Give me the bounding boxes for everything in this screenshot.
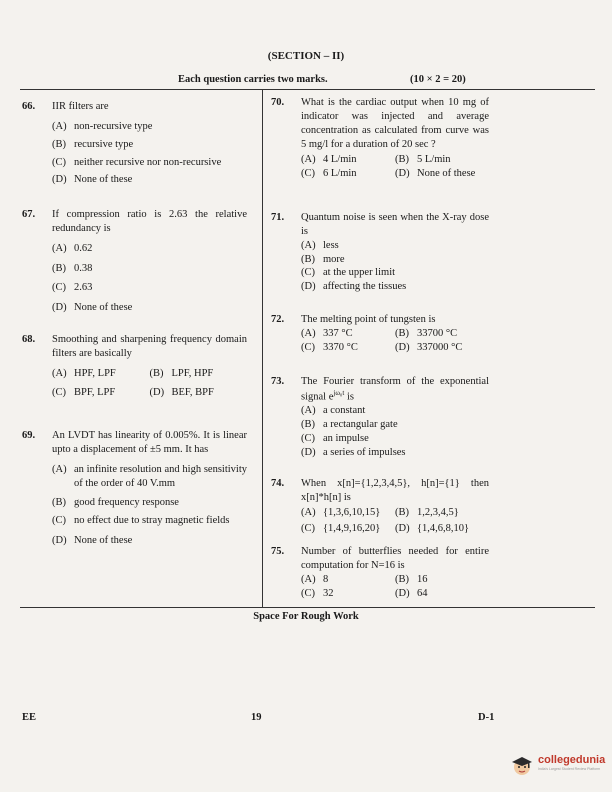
option-c[interactable]: (C) 32 bbox=[301, 587, 334, 599]
option-d[interactable]: (D) None of these bbox=[395, 168, 476, 180]
logo-wordmark: collegedunia bbox=[538, 754, 606, 766]
option-c[interactable]: (C) BPF, LPF bbox=[52, 386, 116, 398]
option-d[interactable]: (D) 337000 °C bbox=[395, 341, 463, 353]
bottom-rule bbox=[20, 607, 595, 608]
page-number: 19 bbox=[251, 712, 262, 723]
option-d[interactable]: (D) 64 bbox=[395, 587, 428, 599]
question-74 bbox=[271, 477, 489, 535]
option-b[interactable]: (B) good frequency response bbox=[52, 497, 179, 509]
question-text: If compression ratio is 2.63 the relative redundancy is bbox=[52, 209, 247, 234]
option-a[interactable]: (A) HPF, LPF bbox=[52, 367, 116, 379]
option-c[interactable]: (C) 2.63 bbox=[52, 282, 93, 294]
option-b[interactable]: (B) 1,2,3,4,5} bbox=[395, 506, 459, 518]
option-a[interactable]: (A) an infinite resolution and high sensitivity of the order of 40 V.mm bbox=[52, 463, 247, 489]
option-d[interactable]: (D) None of these bbox=[52, 535, 133, 547]
question-number: 72. bbox=[271, 314, 285, 325]
question-72 bbox=[271, 313, 489, 355]
option-d[interactable]: (D) affecting the tissues bbox=[301, 281, 407, 293]
option-b[interactable]: (B) recursive type bbox=[52, 138, 134, 150]
option-a[interactable]: (A) 4 L/min bbox=[301, 154, 357, 166]
option-d[interactable]: (D) a series of impulses bbox=[301, 446, 406, 458]
question-text: IIR filters are bbox=[52, 101, 109, 112]
question-number: 73. bbox=[271, 376, 285, 387]
option-b[interactable]: (B) 0.38 bbox=[52, 262, 93, 274]
question-text: Smoothing and sharpening frequency domain filters are basically bbox=[52, 334, 247, 359]
question-number: 66. bbox=[22, 101, 36, 112]
question-number: 69. bbox=[22, 430, 36, 441]
option-a[interactable]: (A) non-recursive type bbox=[52, 120, 153, 132]
option-c[interactable]: (C) 3370 °C bbox=[301, 341, 358, 353]
option-c[interactable]: (C) at the upper limit bbox=[301, 267, 396, 279]
marks-summary: (10 × 2 = 20) bbox=[410, 74, 466, 85]
question-number: 74. bbox=[271, 478, 285, 489]
question-text: The Fourier transform of the exponential signal $e^{j\omega_0t}$ is bbox=[301, 376, 489, 403]
question-68 bbox=[22, 333, 247, 399]
question-69 bbox=[22, 429, 247, 548]
question-text: Quantum noise is seen when the X-ray dose is bbox=[301, 212, 489, 237]
section-title: (SECTION – II) bbox=[267, 50, 345, 62]
question-number: 70. bbox=[271, 97, 285, 108]
question-71 bbox=[271, 211, 489, 294]
option-c[interactable]: (C) {1,4,9,16,20} bbox=[301, 522, 381, 534]
rough-work-label: Space For Rough Work bbox=[253, 611, 359, 622]
question-75 bbox=[271, 545, 489, 600]
marks-instruction: Each question carries two marks. bbox=[178, 74, 328, 85]
question-73 bbox=[271, 375, 489, 460]
option-c[interactable]: (C) an impulse bbox=[301, 432, 369, 444]
question-text: An LVDT has linearity of 0.005%. It is linear upto a displacement of ±5 mm. It has bbox=[52, 430, 247, 455]
option-b[interactable]: (B) 5 L/min bbox=[395, 154, 451, 166]
option-d[interactable]: (D) None of these bbox=[52, 302, 133, 314]
question-text: Number of butterflies needed for entire computation for N=16 is bbox=[301, 546, 489, 571]
question-number: 71. bbox=[271, 212, 285, 223]
question-number: 67. bbox=[22, 209, 36, 220]
option-b[interactable]: (B) a rectangular gate bbox=[301, 419, 398, 431]
option-a[interactable]: (A) 8 bbox=[301, 573, 329, 585]
footer-booklet-code: D-1 bbox=[478, 712, 495, 723]
option-a[interactable]: (A) 337 °C bbox=[301, 327, 353, 339]
collegedunia-logo bbox=[508, 752, 604, 778]
question-66 bbox=[22, 100, 247, 187]
question-text: What is the cardiac output when 10 mg of indicator was injected and average concentration as calculated from curve was 5 mg/l for a duration of 20 sec ? bbox=[301, 97, 489, 150]
header-rule bbox=[20, 89, 595, 90]
option-a[interactable]: (A) a constant bbox=[301, 405, 366, 417]
logo-mascot-icon bbox=[508, 752, 536, 778]
option-c[interactable]: (C) no effect due to stray magnetic fields bbox=[52, 515, 230, 527]
option-a[interactable]: (A) 0.62 bbox=[52, 242, 93, 254]
option-c[interactable]: (C) 6 L/min bbox=[301, 168, 357, 180]
option-b[interactable]: (B) more bbox=[301, 253, 345, 265]
column-divider bbox=[262, 90, 263, 608]
question-number: 68. bbox=[22, 334, 36, 345]
logo-tagline: India's Largest Student Review Platform bbox=[538, 767, 601, 771]
option-b[interactable]: (B) LPF, HPF bbox=[149, 367, 214, 379]
question-67 bbox=[22, 208, 247, 315]
option-b[interactable]: (B) 16 bbox=[395, 573, 428, 585]
question-text: When x[n]={1,2,3,4,5}, h[n]={1} then x[n]*h[n] is bbox=[301, 478, 489, 503]
question-70 bbox=[271, 96, 489, 181]
option-a[interactable]: (A) {1,3,6,10,15} bbox=[301, 506, 381, 518]
question-text: The melting point of tungsten is bbox=[301, 314, 436, 325]
option-a[interactable]: (A) less bbox=[301, 239, 339, 251]
question-number: 75. bbox=[271, 546, 285, 557]
option-c[interactable]: (C) neither recursive nor non-recursive bbox=[52, 156, 222, 168]
option-b[interactable]: (B) 33700 °C bbox=[395, 327, 458, 339]
option-d[interactable]: (D) BEF, BPF bbox=[149, 386, 214, 398]
footer-subject-code: EE bbox=[22, 712, 37, 723]
option-d[interactable]: (D) None of these bbox=[52, 174, 133, 186]
option-d[interactable]: (D) {1,4,6,8,10} bbox=[395, 522, 470, 534]
